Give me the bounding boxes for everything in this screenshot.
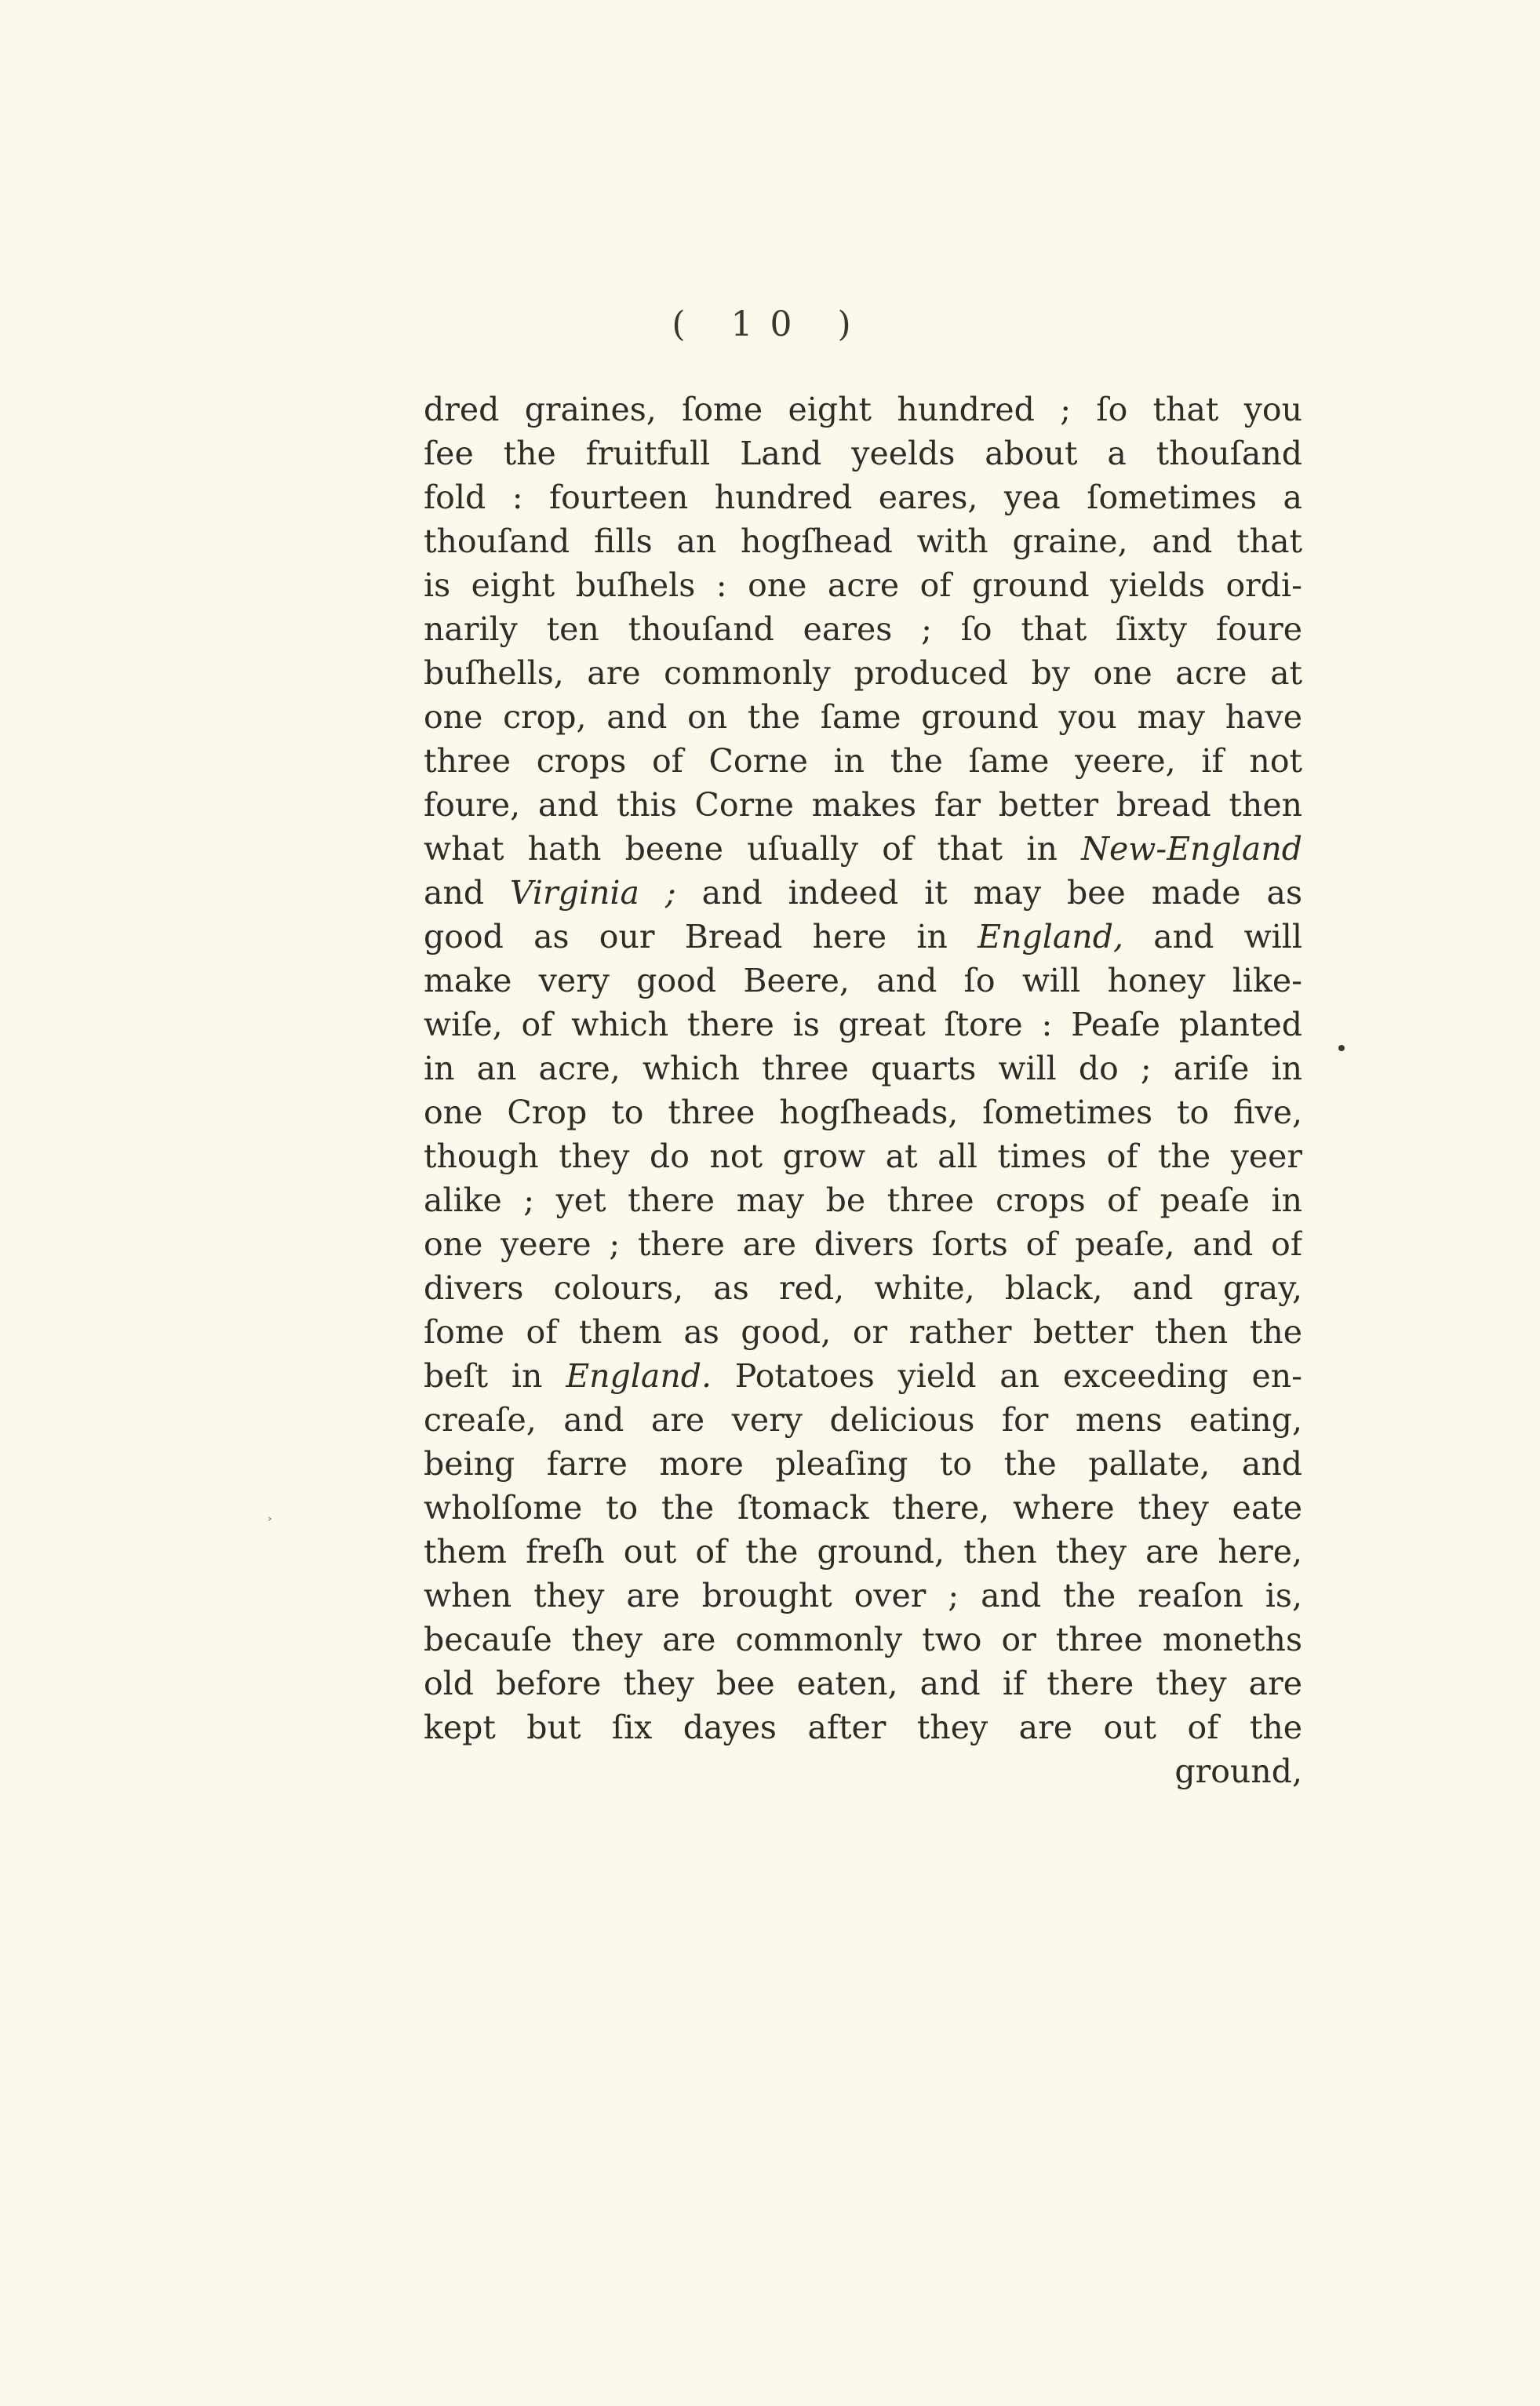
text-line: buſhells, are commonly produced by one acre at <box>424 654 1302 692</box>
margin-ink-dot <box>1338 1045 1345 1051</box>
text-line: old before they bee eaten, and if there they are <box>424 1665 1302 1702</box>
italic-place-name: New-England <box>1081 830 1302 868</box>
text-line: divers colours, as red, white, black, and gray, <box>424 1269 1302 1307</box>
text-segment: Potatoes yield an exceeding en- <box>712 1357 1302 1395</box>
text-line: in an acre, which three quarts will do ; ariſe in <box>424 1050 1302 1087</box>
text-line <box>424 827 1302 871</box>
margin-ink-tick: ˃ <box>267 1516 273 1531</box>
text-segment: what hath beene uſually of that in <box>424 830 1082 868</box>
text-line: make very good Beere, and ſo will honey like- <box>424 962 1302 999</box>
text-line: when they are brought over ; and the reaſon is, <box>424 1577 1302 1614</box>
text-line: one Crop to three hogſheads, ſometimes to five, <box>424 1094 1302 1131</box>
catchword: ground, <box>1174 1753 1302 1790</box>
text-line <box>424 871 1302 915</box>
page-number: ( 10 ) <box>672 304 868 344</box>
italic-place-name: Virginia ; <box>510 874 676 912</box>
text-line: ſome of them as good, or rather better then the <box>424 1313 1302 1351</box>
body-text <box>424 388 1302 1793</box>
italic-place-name: England, <box>978 918 1123 955</box>
text-line: creaſe, and are very delicious for mens eating, <box>424 1401 1302 1439</box>
text-segment: beſt in <box>424 1357 566 1395</box>
text-segment: and indeed it may bee made as <box>675 874 1302 912</box>
text-segment: and will <box>1123 918 1302 955</box>
text-line: ſee the fruitfull Land yeelds about a thouſand <box>424 435 1302 472</box>
text-line: foure, and this Corne makes far better bread then <box>424 786 1302 824</box>
text-line: is eight buſhels : one acre of ground yields ordi- <box>424 566 1302 604</box>
text-line: them freſh out of the ground, then they are here, <box>424 1533 1302 1571</box>
text-line: though they do not grow at all times of the yeer <box>424 1137 1302 1175</box>
text-line: being farre more pleaſing to the pallate, and <box>424 1445 1302 1483</box>
text-line <box>424 1354 1302 1398</box>
text-line <box>424 915 1302 959</box>
text-line: narily ten thouſand eares ; ſo that ſixty foure <box>424 610 1302 648</box>
text-line: alike ; yet there may be three crops of peaſe in <box>424 1181 1302 1219</box>
text-line: one yeere ; there are divers ſorts of peaſe, and of <box>424 1225 1302 1263</box>
text-line: kept but ſix dayes after they are out of the <box>424 1709 1302 1746</box>
text-segment: and <box>424 874 511 912</box>
italic-place-name: England. <box>566 1357 712 1395</box>
text-segment: good as our Bread here in <box>424 918 978 955</box>
text-line: one crop, and on the ſame ground you may have <box>424 698 1302 736</box>
text-line: wholſome to the ſtomack there, where they eate <box>424 1489 1302 1527</box>
text-line: thouſand fills an hogſhead with graine, and that <box>424 522 1302 560</box>
text-line: fold : fourteen hundred eares, yea ſometimes a <box>424 479 1302 516</box>
text-line: becauſe they are commonly two or three moneths <box>424 1621 1302 1658</box>
text-line: wiſe, of which there is great ſtore : Peaſe planted <box>424 1006 1302 1043</box>
text-line: dred graines, ſome eight hundred ; ſo that you <box>424 391 1302 428</box>
text-line: three crops of Corne in the ſame yeere, if not <box>424 742 1302 780</box>
